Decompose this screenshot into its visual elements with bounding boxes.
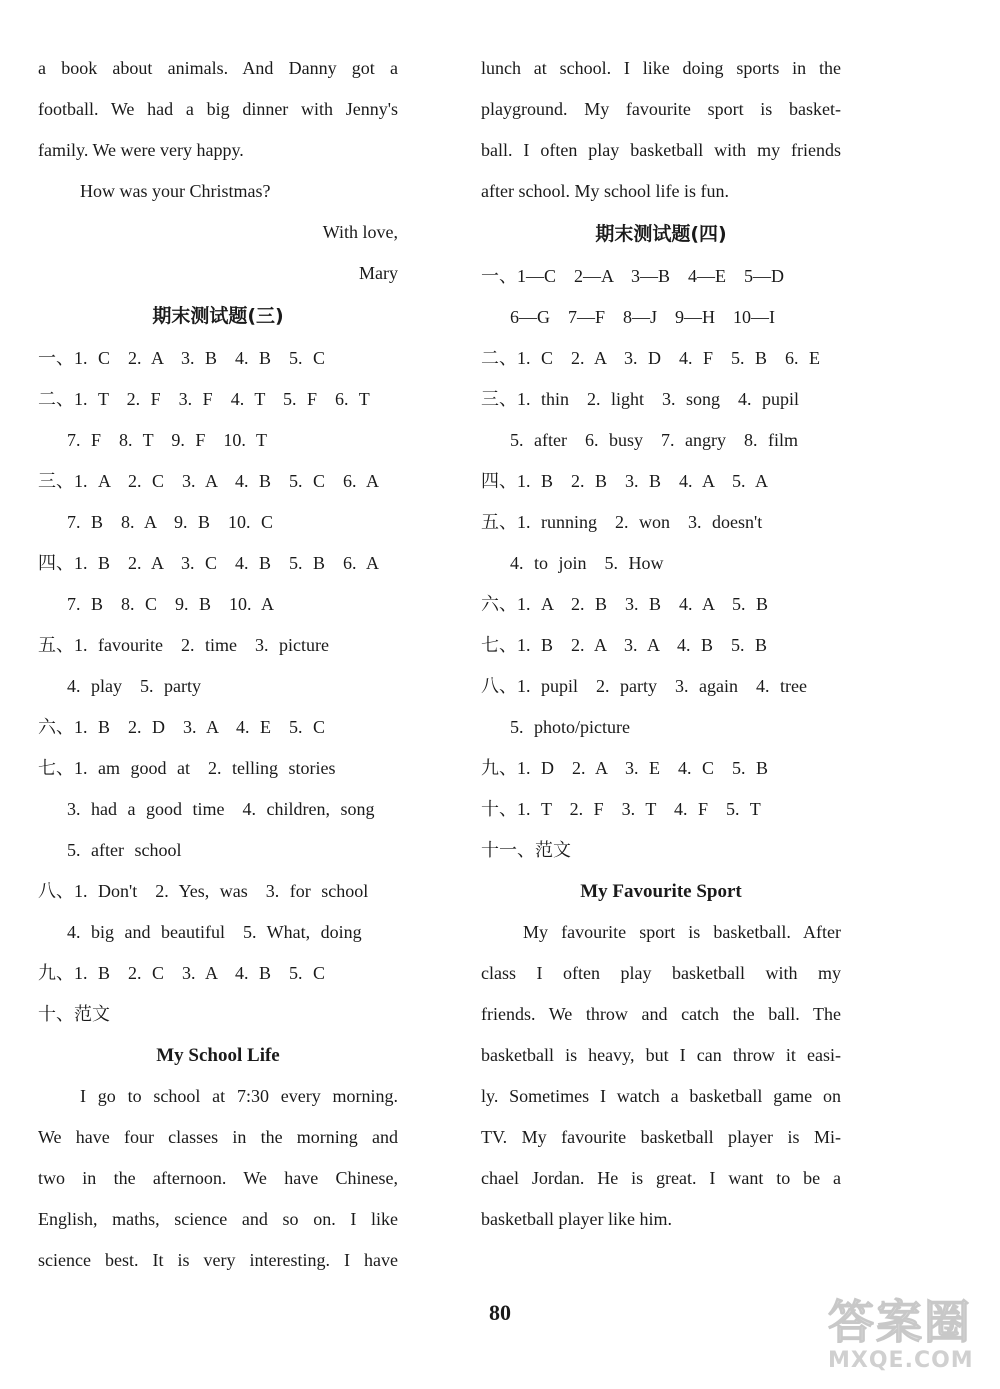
answer-line: 十一、范文 xyxy=(481,840,571,860)
letter-line: a book about animals. And Danny got a xyxy=(38,58,398,78)
answer-line: 三、1. A 2. C 3. A 4. B 5. C 6. A xyxy=(38,471,380,491)
essay-line: I go to school at 7:30 every morning. xyxy=(80,1086,398,1106)
essay-line: English, maths, science and so on. I like xyxy=(38,1209,398,1229)
essay-line: ball. I often play basketball with my friends xyxy=(481,140,841,160)
watermark-logo xyxy=(828,1296,998,1386)
answer-line: 5. photo/picture xyxy=(510,717,630,737)
answer-line: 六、1. A 2. B 3. B 4. A 5. B xyxy=(481,594,769,614)
answer-line: 二、1. T 2. F 3. F 4. T 5. F 6. T xyxy=(38,389,370,409)
answer-line: 八、1. Don't 2. Yes, was 3. for school xyxy=(38,881,369,901)
answer-line: 5. after 6. busy 7. angry 8. film xyxy=(510,430,798,450)
answer-line: 3. had a good time 4. children, song xyxy=(67,799,375,819)
answer-line: 七、1. am good at 2. telling stories xyxy=(38,758,336,778)
essay-line: chael Jordan. He is great. I want to be a xyxy=(481,1168,841,1188)
essay-line: playground. My favourite sport is basket- xyxy=(481,99,841,119)
answer-line: 十、1. T 2. F 3. T 4. F 5. T xyxy=(481,799,761,819)
letter-line: football. We had a big dinner with Jenny's xyxy=(38,99,398,119)
essay-line: ly. Sometimes I watch a basketball game on xyxy=(481,1086,841,1106)
essay-line: science best. It is very interesting. I have xyxy=(38,1250,398,1270)
answer-line: 四、1. B 2. A 3. C 4. B 5. B 6. A xyxy=(38,553,380,573)
answer-line: 六、1. B 2. D 3. A 4. E 5. C xyxy=(38,717,326,737)
essay-line: friends. We throw and catch the ball. The xyxy=(481,1004,841,1024)
essay-line: basketball is heavy, but I can throw it easi- xyxy=(481,1045,841,1065)
letter-signature: Mary xyxy=(359,263,398,283)
answer-line: 七、1. B 2. A 3. A 4. B 5. B xyxy=(481,635,768,655)
answer-line: 一、1. C 2. A 3. B 4. B 5. C xyxy=(38,348,326,368)
answer-line: 五、1. favourite 2. time 3. picture xyxy=(38,635,329,655)
essay-line: two in the afternoon. We have Chinese, xyxy=(38,1168,398,1188)
answer-line: 7. B 8. C 9. B 10. A xyxy=(67,594,275,614)
answer-line: 一、1—C 2—A 3—B 4—E 5—D xyxy=(481,266,785,286)
answer-line: 4. to join 5. How xyxy=(510,553,664,573)
answer-line: 四、1. B 2. B 3. B 4. A 5. A xyxy=(481,471,769,491)
answer-line: 八、1. pupil 2. party 3. again 4. tree xyxy=(481,676,807,696)
left-column xyxy=(38,48,398,1281)
essay-title-favourite-sport: My Favourite Sport xyxy=(580,881,742,902)
essay-line: lunch at school. I like doing sports in the xyxy=(481,58,841,78)
answer-line: 7. F 8. T 9. F 10. T xyxy=(67,430,268,450)
essay-title-school-life: My School Life xyxy=(156,1045,280,1066)
essay-line: class I often play basketball with my xyxy=(481,963,841,983)
watermark-bottom-text: MXQE.COM xyxy=(828,1348,974,1373)
page-number: 80 xyxy=(489,1300,511,1325)
letter-question: How was your Christmas? xyxy=(80,181,271,201)
answer-line: 九、1. B 2. C 3. A 4. B 5. C xyxy=(38,963,326,983)
essay-line: after school. My school life is fun. xyxy=(481,181,729,201)
answer-line: 九、1. D 2. A 3. E 4. C 5. B xyxy=(481,758,769,778)
answer-line: 4. play 5. party xyxy=(67,676,201,696)
answer-line: 6—G 7—F 8—J 9—H 10—I xyxy=(510,307,776,327)
answer-line: 4. big and beautiful 5. What, doing xyxy=(67,922,362,942)
section-title-test-4: 期末测试题(四) xyxy=(595,223,727,245)
letter-line: family. We were very happy. xyxy=(38,140,244,160)
essay-line: My favourite sport is basketball. After xyxy=(523,922,841,942)
answer-line: 7. B 8. A 9. B 10. C xyxy=(67,512,274,532)
section-title-test-3: 期末测试题(三) xyxy=(152,305,284,327)
answer-line: 三、1. thin 2. light 3. song 4. pupil xyxy=(481,389,800,409)
answer-line: 5. after school xyxy=(67,840,182,860)
watermark-top-text: 答案圈 xyxy=(828,1295,972,1349)
essay-line: basketball player like him. xyxy=(481,1209,672,1229)
right-column xyxy=(481,48,841,1240)
letter-closing: With love, xyxy=(322,222,398,242)
essay-line: We have four classes in the morning and xyxy=(38,1127,398,1147)
essay-line: TV. My favourite basketball player is Mi- xyxy=(481,1127,841,1147)
answer-line: 十、范文 xyxy=(38,1004,110,1024)
answer-line: 五、1. running 2. won 3. doesn't xyxy=(481,512,763,532)
answer-line: 二、1. C 2. A 3. D 4. F 5. B 6. E xyxy=(481,348,821,368)
